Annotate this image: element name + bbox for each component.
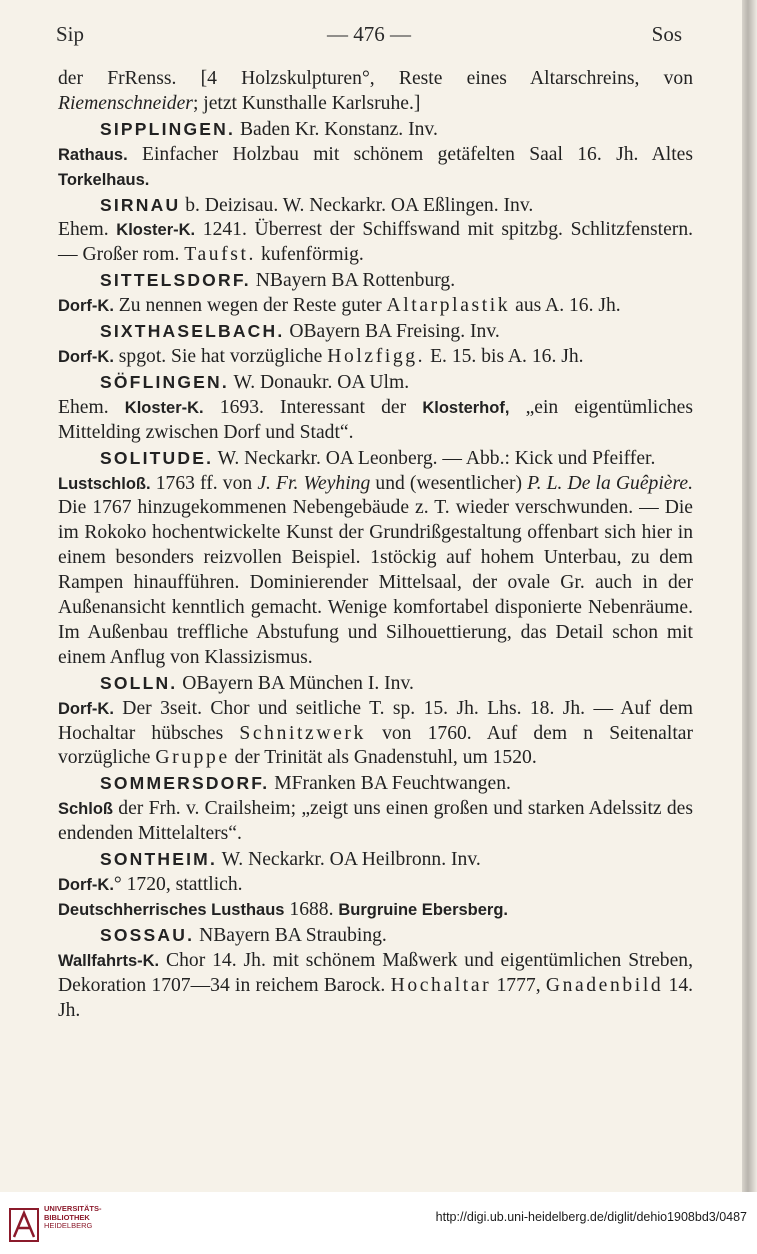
entry-text-solitude: Lustschloß. 1763 ff. von J. Fr. Weyhing und (wesentlicher) P. L. De la Guêpière. Die 1767 hinzugekommenen Nebengebäude z. T. wieder verschwunden. — Die im Rokoko hochentwickelte Kunst der Grundrißgestaltung offenbart sich hier in einem besonders reizvollen Beispiel. 1stöckig auf hohem Unterbau, zu dem Rampen hinaufführen. Dominierender Mittelsaal, der ovale Gr. auch in der Außenansicht kenntlich gemacht. Wenige komfortabel disponierte Nebenräume. Im Außenbau treffliche Abstufung und Silhouettierung, das Detail schon mit einem Anflug von Klassizismus. [58, 472, 693, 668]
page-body [58, 67, 693, 1023]
entry-text-sommersdorf: Schloß der Frh. v. Crailsheim; „zeigt uns einen großen und starken Adelssitz des endenden Mittelalters“. [58, 798, 693, 845]
place-name: SOSSAU. [100, 924, 195, 945]
place-name: SITTELSDORF. [100, 270, 251, 291]
entry-heading-sirnau: SIRNAU b. Deizisau. W. Neckarkr. OA Eßlingen. Inv. [100, 194, 534, 216]
library-name: UNIVERSITÄTS- BIBLIOTHEK HEIDELBERG [44, 1204, 102, 1231]
source-url-link[interactable]: http://digi.ub.uni-heidelberg.de/diglit/dehio1908bd3/0487 [435, 1210, 747, 1224]
page-edge [742, 0, 757, 1192]
entry-heading-solitude: SOLITUDE. W. Neckarkr. OA Leonberg. — Abb.: Kick und Pfeiffer. [100, 447, 656, 469]
entry-text-sittelsdorf: Dorf-K. Zu nennen wegen der Reste guter Altarplastik aus A. 16. Jh. [58, 295, 621, 317]
place-name: SONTHEIM. [100, 849, 218, 870]
place-name: SOMMERSDORF. [100, 773, 270, 794]
library-logo-icon [9, 1208, 39, 1242]
page-number: — 476 — [327, 22, 411, 46]
entry-text-sontheim-2: Deutschherrisches Lusthaus 1688. Burgruine Ebersberg. [58, 898, 509, 920]
place-name: SIPPLINGEN. [100, 118, 236, 139]
place-name: SOLLN. [100, 672, 178, 693]
entry-heading-sittelsdorf: SITTELSDORF. NBayern BA Rottenburg. [100, 270, 456, 292]
entry-text-sipplingen: Rathaus. Einfacher Holzbau mit schönem getäfelten Saal 16. Jh. Altes Torkelhaus. [58, 143, 693, 189]
header-right: Sos [651, 22, 682, 46]
header-left: Sip [56, 22, 85, 46]
place-name: SIRNAU [100, 194, 181, 215]
entry-heading-sixthaselbach: SIXTHASELBACH. OBayern BA Freising. Inv. [100, 321, 500, 343]
entry-text-sirnau: Ehem. Kloster-K. 1241. Überrest der Schiffswand mit spitzbg. Schlitzfenstern. — Großer rom. Taufst. kufenförmig. [58, 219, 694, 266]
entry-heading-sossau: SOSSAU. NBayern BA Straubing. [100, 924, 387, 946]
place-name: SÖFLINGEN. [100, 371, 229, 392]
continuation-paragraph: der FrRenss. [4 Holzskulpturen°, Reste eines Altarschreins, von Riemenschneider; jetzt Kunsthalle Karlsruhe.] [58, 68, 693, 114]
entry-heading-sontheim: SONTHEIM. W. Neckarkr. OA Heilbronn. Inv. [100, 849, 481, 871]
digitization-footer [0, 1192, 757, 1254]
entry-text-sossau: Wallfahrts-K. Chor 14. Jh. mit schönem Maßwerk und eigentümlichen Streben, Dekoration 1707—34 in reichem Barock. Hochaltar 1777, Gnadenbild 14. Jh. [58, 949, 694, 1021]
entry-text-sontheim: Dorf-K.° 1720, stattlich. [58, 874, 243, 895]
entry-text-solln: Dorf-K. Der 3seit. Chor und seitliche T. sp. 15. Jh. Lhs. 18. Jh. — Auf dem Hochaltar hübsches Schnitzwerk von 1760. Auf dem n Seitenaltar vorzügliche Gruppe der Trinität als Gnadenstuhl, um 1520. [58, 697, 693, 769]
running-header [56, 22, 682, 52]
place-name: SIXTHASELBACH. [100, 321, 285, 342]
entry-heading-soeflingen: SÖFLINGEN. W. Donaukr. OA Ulm. [100, 371, 410, 393]
place-name: SOLITUDE. [100, 447, 214, 468]
entry-heading-sipplingen: SIPPLINGEN. Baden Kr. Konstanz. Inv. [100, 118, 438, 140]
entry-heading-solln: SOLLN. OBayern BA München I. Inv. [100, 672, 414, 694]
entry-text-soeflingen: Ehem. Kloster-K. 1693. Interessant der Klosterhof, „ein eigentümliches Mittelding zwischen Dorf und Stadt“. [58, 396, 694, 443]
entry-text-sixthaselbach: Dorf-K. spgot. Sie hat vorzügliche Holzfigg. E. 15. bis A. 16. Jh. [58, 345, 584, 367]
entry-heading-sommersdorf: SOMMERSDORF. MFranken BA Feuchtwangen. [100, 773, 511, 795]
